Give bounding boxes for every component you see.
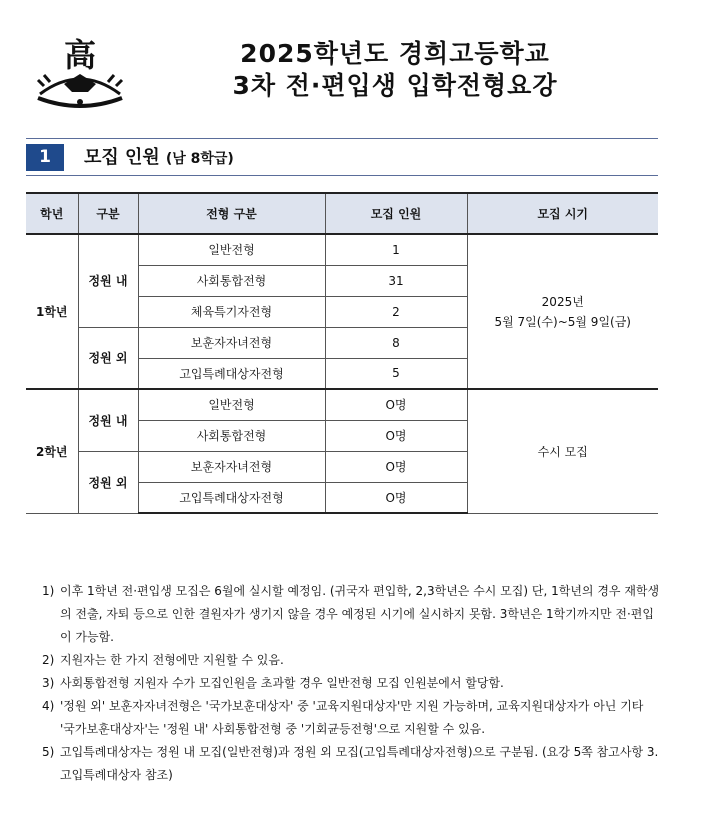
- count-cell: O명: [325, 420, 467, 451]
- table-row: [26, 389, 658, 420]
- period-year: 2025년: [541, 294, 584, 309]
- notes-list: [42, 580, 662, 787]
- count-cell: 8: [325, 327, 467, 358]
- note-item: [42, 695, 662, 741]
- note-number: 2): [42, 653, 55, 667]
- count-cell: O명: [325, 451, 467, 482]
- type-cell: 일반전형: [138, 234, 325, 265]
- school-logo: [30, 34, 130, 114]
- grade-2-period: 수시 모집: [467, 389, 658, 513]
- grade-2-in-quota: 정원 내: [78, 389, 138, 451]
- note-number: 4): [42, 699, 55, 713]
- header-period: 모집 시기: [467, 193, 658, 234]
- count-cell: 2: [325, 296, 467, 327]
- note-text: 이후 1학년 전·편입생 모집은 6월에 실시할 예정임. (귀국자 편입학, 2,3학년은 수시 모집) 단, 1학년의 경우 재학생의 전출, 자퇴 등으로 인한 결원자가 생기지 않을 경우 예정된 시기에 실시하지 못함. 3학년은 1학기까지만 전·편입이 가능함.: [60, 584, 660, 644]
- table-row: [26, 234, 658, 265]
- count-cell: O명: [325, 389, 467, 420]
- section-header: [26, 138, 658, 176]
- grade-2-out-quota: 정원 외: [78, 451, 138, 513]
- grade-1-in-quota: 정원 내: [78, 234, 138, 327]
- table-header-row: [26, 193, 658, 234]
- count-cell: O명: [325, 482, 467, 513]
- title-line-2: 3차 전·편입생 입학전형요강: [232, 71, 558, 100]
- note-item: [42, 672, 662, 695]
- header-grade: 학년: [26, 193, 78, 234]
- document-title: [190, 38, 600, 102]
- note-text: 고입특례대상자는 정원 내 모집(일반전형)과 정원 외 모집(고입특례대상자전형)으로 구분됨. (요강 5쪽 참고사항 3. 고입특례대상자 참조): [60, 745, 659, 782]
- note-text: 사회통합전형 지원자 수가 모집인원을 초과할 경우 일반전형 모집 인원분에서 할당함.: [60, 676, 504, 690]
- type-cell: 일반전형: [138, 389, 325, 420]
- section-number: 1: [26, 144, 64, 171]
- title-line-1: 2025학년도 경희고등학교: [240, 39, 550, 68]
- count-cell: 31: [325, 265, 467, 296]
- note-number: 3): [42, 676, 55, 690]
- type-cell: 사회통합전형: [138, 420, 325, 451]
- grade-1-cell: 1학년: [26, 234, 78, 389]
- note-number: 5): [42, 745, 55, 759]
- type-cell: 고입특례대상자전형: [138, 482, 325, 513]
- count-cell: 1: [325, 234, 467, 265]
- note-item: [42, 741, 662, 787]
- header-count: 모집 인원: [325, 193, 467, 234]
- note-text: '정원 외' 보훈자자녀전형은 '국가보훈대상자' 중 '교육지원대상자'만 지원 가능하며, 교육지원대상자가 아닌 기타 '국가보훈대상자'는 '정원 내' 사회통합전형 중 '기회균등전형'으로 지원할 수 있음.: [60, 699, 644, 736]
- type-cell: 보훈자자녀전형: [138, 327, 325, 358]
- type-cell: 고입특례대상자전형: [138, 358, 325, 389]
- type-cell: 체육특기자전형: [138, 296, 325, 327]
- section-subtitle: (남 8학급): [165, 151, 234, 167]
- grade-1-period: [467, 234, 658, 389]
- note-number: 1): [42, 584, 55, 598]
- type-cell: 사회통합전형: [138, 265, 325, 296]
- section-title: [84, 145, 234, 172]
- grade-2-cell: 2학년: [26, 389, 78, 513]
- grade-1-out-quota: 정원 외: [78, 327, 138, 389]
- period-dates: 5월 7일(수)~5월 9일(금): [494, 314, 631, 329]
- section-title-text: 모집 인원: [84, 147, 160, 168]
- school-logo-char: 高: [63, 36, 97, 74]
- header-type: 전형 구분: [138, 193, 325, 234]
- header-category: 구분: [78, 193, 138, 234]
- count-cell: 5: [325, 358, 467, 389]
- note-item: [42, 649, 662, 672]
- recruitment-table: [26, 192, 658, 514]
- note-text: 지원자는 한 가지 전형에만 지원할 수 있음.: [60, 653, 284, 667]
- type-cell: 보훈자자녀전형: [138, 451, 325, 482]
- note-item: [42, 580, 662, 649]
